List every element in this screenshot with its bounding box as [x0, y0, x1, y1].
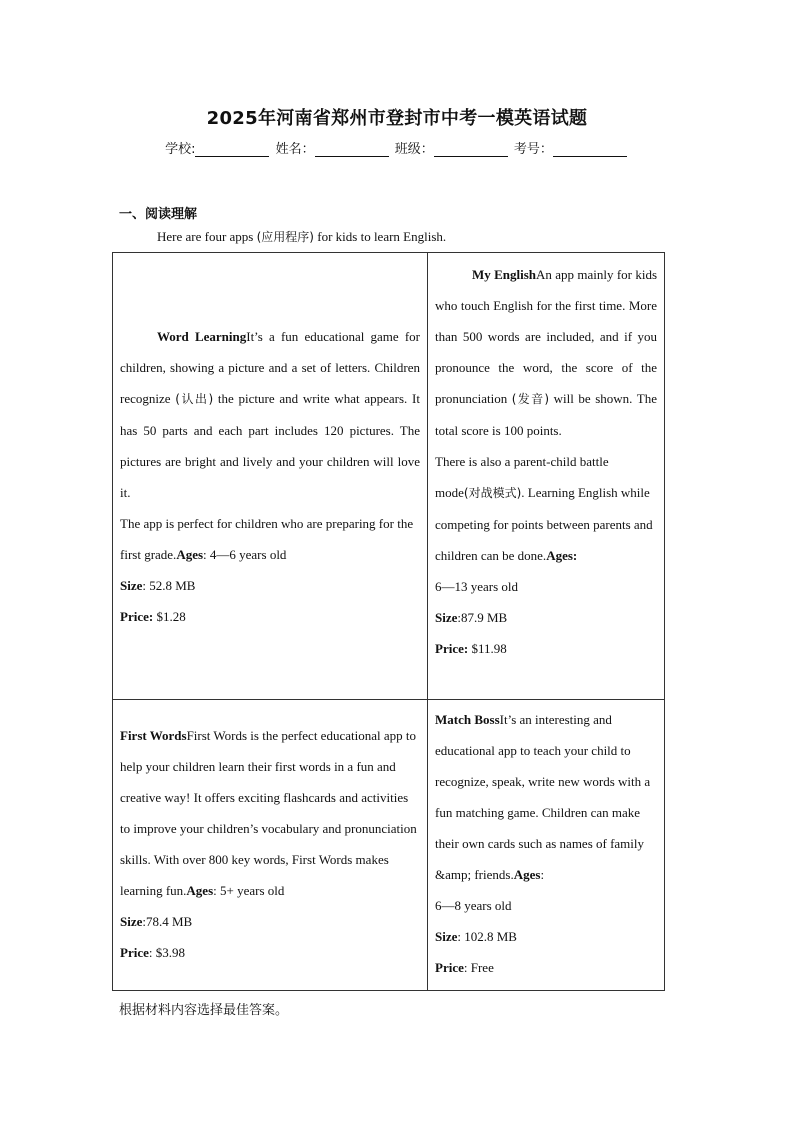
size-value: :78.4 MB [142, 914, 193, 929]
exam-no-blank[interactable] [553, 142, 627, 157]
school-blank[interactable] [195, 142, 269, 157]
my-english-desc-2 [435, 446, 657, 571]
price-label: Price [120, 945, 149, 960]
size-label: Size [435, 610, 458, 625]
ages-value: : 4—6 years old [203, 547, 287, 562]
app-name-word-learning: Word Learning [157, 329, 247, 344]
intro-text-end: for kids to learn English. [314, 229, 447, 244]
price-value: $11.98 [468, 641, 507, 656]
intro-cn-gloss: (应用程序) [256, 230, 314, 244]
cn-gloss: (认出) [175, 392, 214, 406]
desc-text: An app mainly for kids who touch English for the first time. More than 500 words are included, and if you pronounce the word, the score of the pronunciation [435, 267, 657, 406]
desc-text: the picture and write what appears. It has 50 parts and each part includes 120 pictures. The pictures are bright and lively and your children will love it. [120, 391, 420, 500]
desc-text: The app is perfect for children who are preparing for the first grade. [120, 516, 414, 562]
table-row [113, 253, 665, 700]
match-boss-price [435, 952, 657, 983]
app-name-my-english: My English [472, 267, 537, 282]
answer-instruction: 根据材料内容选择最佳答案。 [119, 1003, 289, 1018]
cn-gloss: (发音) [511, 392, 550, 406]
price-label: Price: [435, 641, 469, 656]
size-value: :87.9 MB [457, 610, 508, 625]
my-english-price [435, 633, 657, 664]
app-cell-match-boss [428, 700, 665, 991]
first-words-price [120, 937, 420, 968]
price-value: : Free [463, 960, 494, 975]
match-boss-size [435, 921, 657, 952]
class-blank[interactable] [434, 142, 508, 157]
word-learning-desc-2 [120, 508, 420, 570]
match-boss-desc [435, 704, 657, 890]
app-cell-my-english [428, 253, 665, 700]
app-cell-first-words [113, 700, 428, 991]
size-value: : 102.8 MB [457, 929, 517, 944]
desc-text: . Learning English while competing for points between parents and children can be done. [435, 485, 653, 563]
desc-text: First Words is the perfect educational app to help your children learn their first words in a fun and creative way! It offers exciting flashcards and activities to improve your children’s vocabulary and pronunciation skills. With over 800 key words, First Words makes learning fun. [120, 728, 417, 898]
app-name-match-boss: Match Boss [435, 712, 500, 727]
ages-label: Ages: [546, 548, 578, 563]
table-row [113, 700, 665, 991]
app-name-first-words: First Words [120, 728, 187, 743]
class-label: 班级： [394, 142, 434, 157]
school-label: 学校: [165, 142, 196, 157]
page-title: 2025年河南省郑州市登封市中考一模英语试题 [206, 108, 588, 129]
ages-colon: : [540, 867, 545, 882]
desc-text: It’s a fun educational game for children, showing a picture and a set of letters. Children recognize [120, 329, 420, 406]
student-info-line [0, 138, 794, 157]
ages-label: Ages [513, 867, 541, 882]
exam-no-label: 考号： [513, 142, 553, 157]
price-label: Price [435, 960, 464, 975]
desc-text: will be shown. The total score is 100 points. [435, 391, 657, 438]
cn-gloss: (对战模式) [463, 486, 522, 500]
my-english-desc [435, 259, 657, 446]
price-label: Price: [120, 609, 154, 624]
word-learning-desc [120, 321, 420, 508]
size-value: : 52.8 MB [142, 578, 196, 593]
first-words-size [120, 906, 420, 937]
price-value: : $3.98 [148, 945, 185, 960]
apps-table [112, 252, 665, 991]
ages-label: Ages [186, 883, 214, 898]
desc-text: There is also a parent-child battle mode [435, 454, 609, 500]
intro-text: Here are four apps [157, 229, 257, 244]
reading-intro [157, 228, 446, 245]
name-label: 姓名： [275, 142, 315, 157]
desc-text: It’s an interesting and educational app to teach your child to recognize, speak, write new words with a fun matching game. Children can make their own cards such as names of family &amp; friends. [435, 712, 651, 882]
size-label: Size [120, 914, 143, 929]
word-learning-price [120, 601, 420, 632]
size-label: Size [120, 578, 143, 593]
app-cell-word-learning [113, 253, 428, 700]
my-english-ages: 6—13 years old [435, 579, 519, 594]
name-blank[interactable] [315, 142, 389, 157]
price-value: $1.28 [153, 609, 186, 624]
section-heading: 一、阅读理解 [119, 207, 198, 222]
my-english-size [435, 602, 657, 633]
first-words-desc [120, 720, 420, 906]
word-learning-size [120, 570, 420, 601]
ages-label: Ages [176, 547, 204, 562]
match-boss-ages: 6—8 years old [435, 898, 512, 913]
size-label: Size [435, 929, 458, 944]
ages-value: : 5+ years old [213, 883, 285, 898]
